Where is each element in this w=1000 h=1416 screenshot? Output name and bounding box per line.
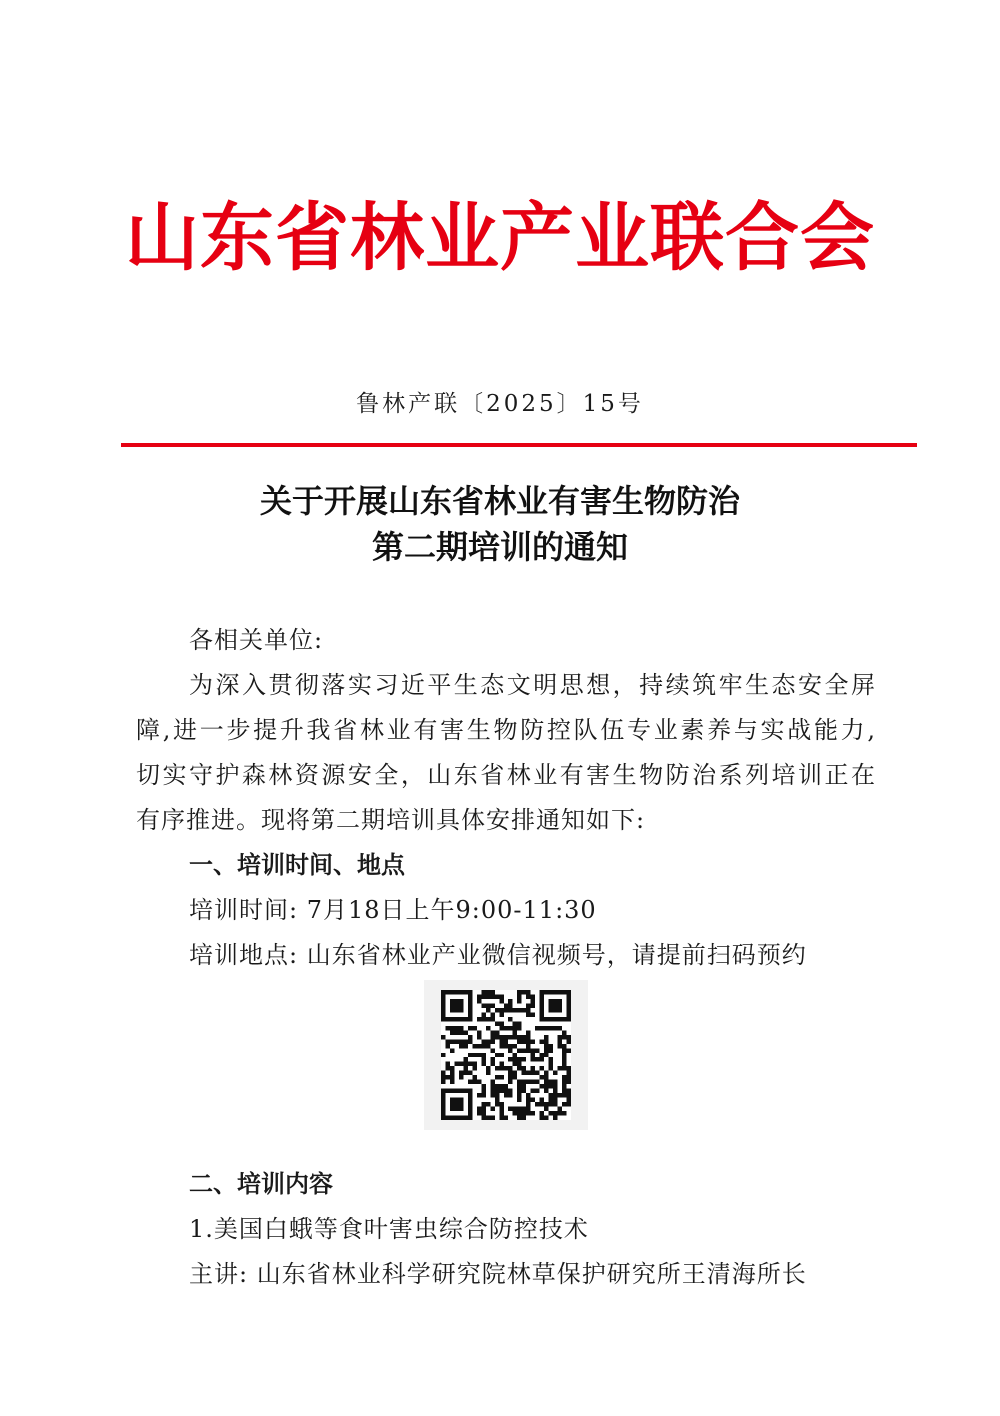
- content-item-1: 1.美国白蛾等食叶害虫综合防控技术: [189, 1215, 589, 1243]
- qr-code-graphic: [441, 990, 571, 1120]
- document-number: 鲁林产联〔2025〕15号: [356, 391, 644, 417]
- intro-line-4: 有序推进。现将第二期培训具体安排通知如下:: [136, 806, 646, 834]
- qr-code-icon[interactable]: [424, 980, 588, 1130]
- training-place: 培训地点: 山东省林业产业微信视频号，请提前扫码预约: [189, 941, 807, 969]
- notice-title-line-2: 第二期培训的通知: [371, 528, 628, 566]
- section-1-heading: 一、培训时间、地点: [189, 851, 405, 879]
- notice-title: [0, 478, 1000, 570]
- salutation: 各相关单位:: [189, 626, 324, 654]
- letterhead-divider: [121, 443, 917, 447]
- section-2-heading: 二、培训内容: [189, 1170, 333, 1198]
- qr-code-container: [136, 980, 876, 1136]
- intro-line-3: 切实守护森林资源安全，山东省林业有害生物防治系列培训正在: [136, 761, 876, 789]
- notice-body: [136, 618, 876, 1297]
- notice-title-line-1: 关于开展山东省林业有害生物防治: [259, 482, 740, 520]
- intro-line-1: 为深入贯彻落实习近平生态文明思想，持续筑牢生态安全屏: [189, 671, 876, 699]
- speaker-1: 主讲: 山东省林业科学研究院林草保护研究所王清海所长: [189, 1260, 807, 1288]
- org-letterhead-title: 山东省林业产业联合会: [125, 195, 875, 281]
- training-time: 培训时间: 7月18日上午9:00-11:30: [189, 896, 597, 924]
- intro-line-2: 障,进一步提升我省林业有害生物防控队伍专业素养与实战能力,: [136, 716, 876, 744]
